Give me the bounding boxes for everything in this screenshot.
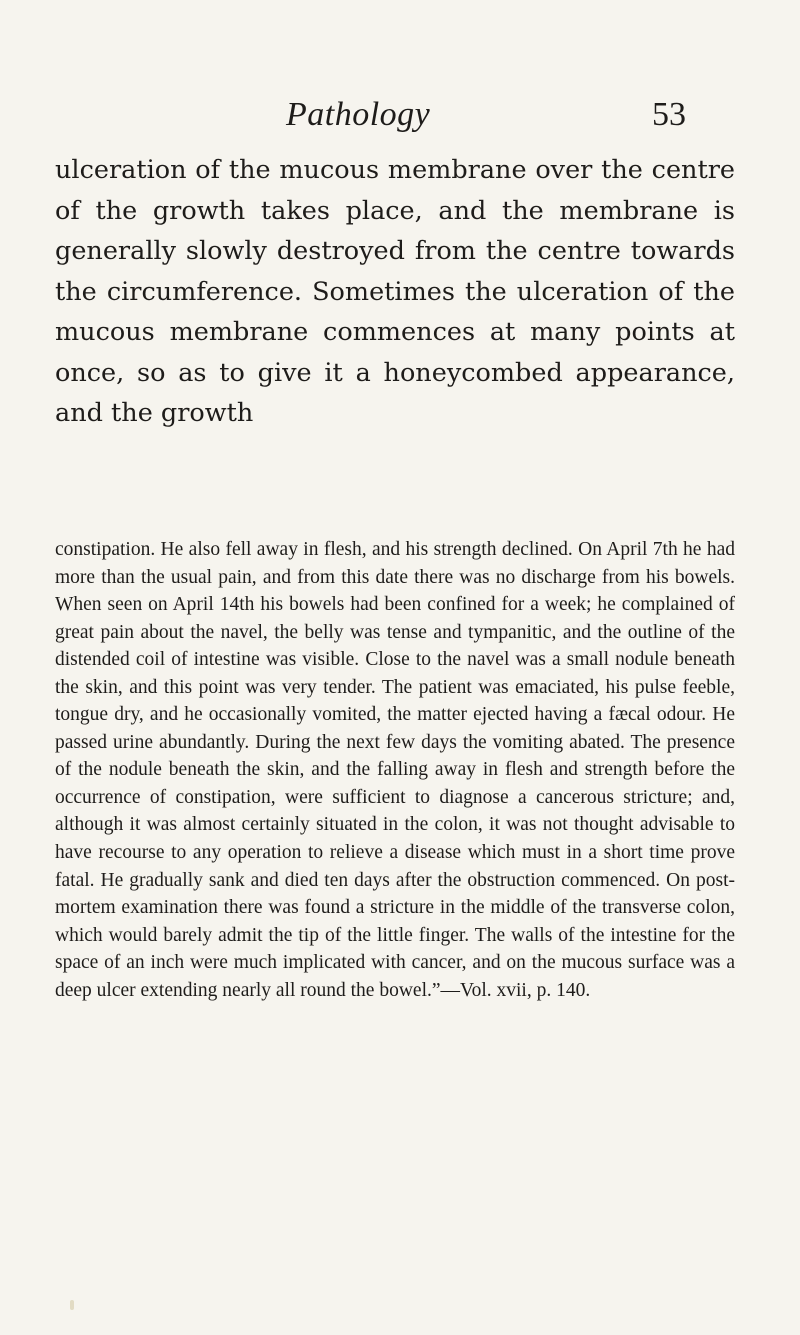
page-number: 53 [652, 96, 686, 133]
main-paragraph: ulceration of the mucous membrane over the centre of the growth takes place, and the membrane is generally slowly destroyed from the centre towards the circumference. Sometimes the ulceration of the mucous membrane commences at many points at once, so as to give it a honeycombed appearance, and the growth [55, 155, 735, 428]
paper-speck [70, 1300, 74, 1310]
quoted-case-report: constipation. He also fell away in flesh, and his strength declined. On April 7th he had more than the usual pain, and from this date there was no discharge from his bowels. When seen on April 14th his bowels had been confined for a week; he complained of great pain about the navel, the belly was tense and tympanitic, and the outline of the distended coil of intestine was visible. Close to the navel was a small nodule beneath the skin, and this point was very tender. The patient was emaciated, his pulse feeble, tongue dry, and he occasionally vomited, the matter ejected having a fæcal odour. He passed urine abundantly. During the next few days the vomiting abated. The presence of the nodule beneath the skin, and the falling away in flesh and strength before the occurrence of constipation, were sufficient to diagnose a cancerous stricture; and, although it was almost certainly situated in the colon, it was not thought advisable to have recourse to any operation to relieve a disease which must in a short time prove fatal. He gradually sank and died ten days after the obstruction commenced. On post-mortem examination there was found a stricture in the middle of the transverse colon, which would barely admit the tip of the little finger. The walls of the intestine for the space of an inch were much implicated with cancer, and on the mucous surface was a deep ulcer extending nearly all round the bowel.”—Vol. xvii, p. 140. [55, 539, 735, 1001]
page-header [0, 96, 800, 146]
running-title: Pathology [286, 96, 431, 133]
